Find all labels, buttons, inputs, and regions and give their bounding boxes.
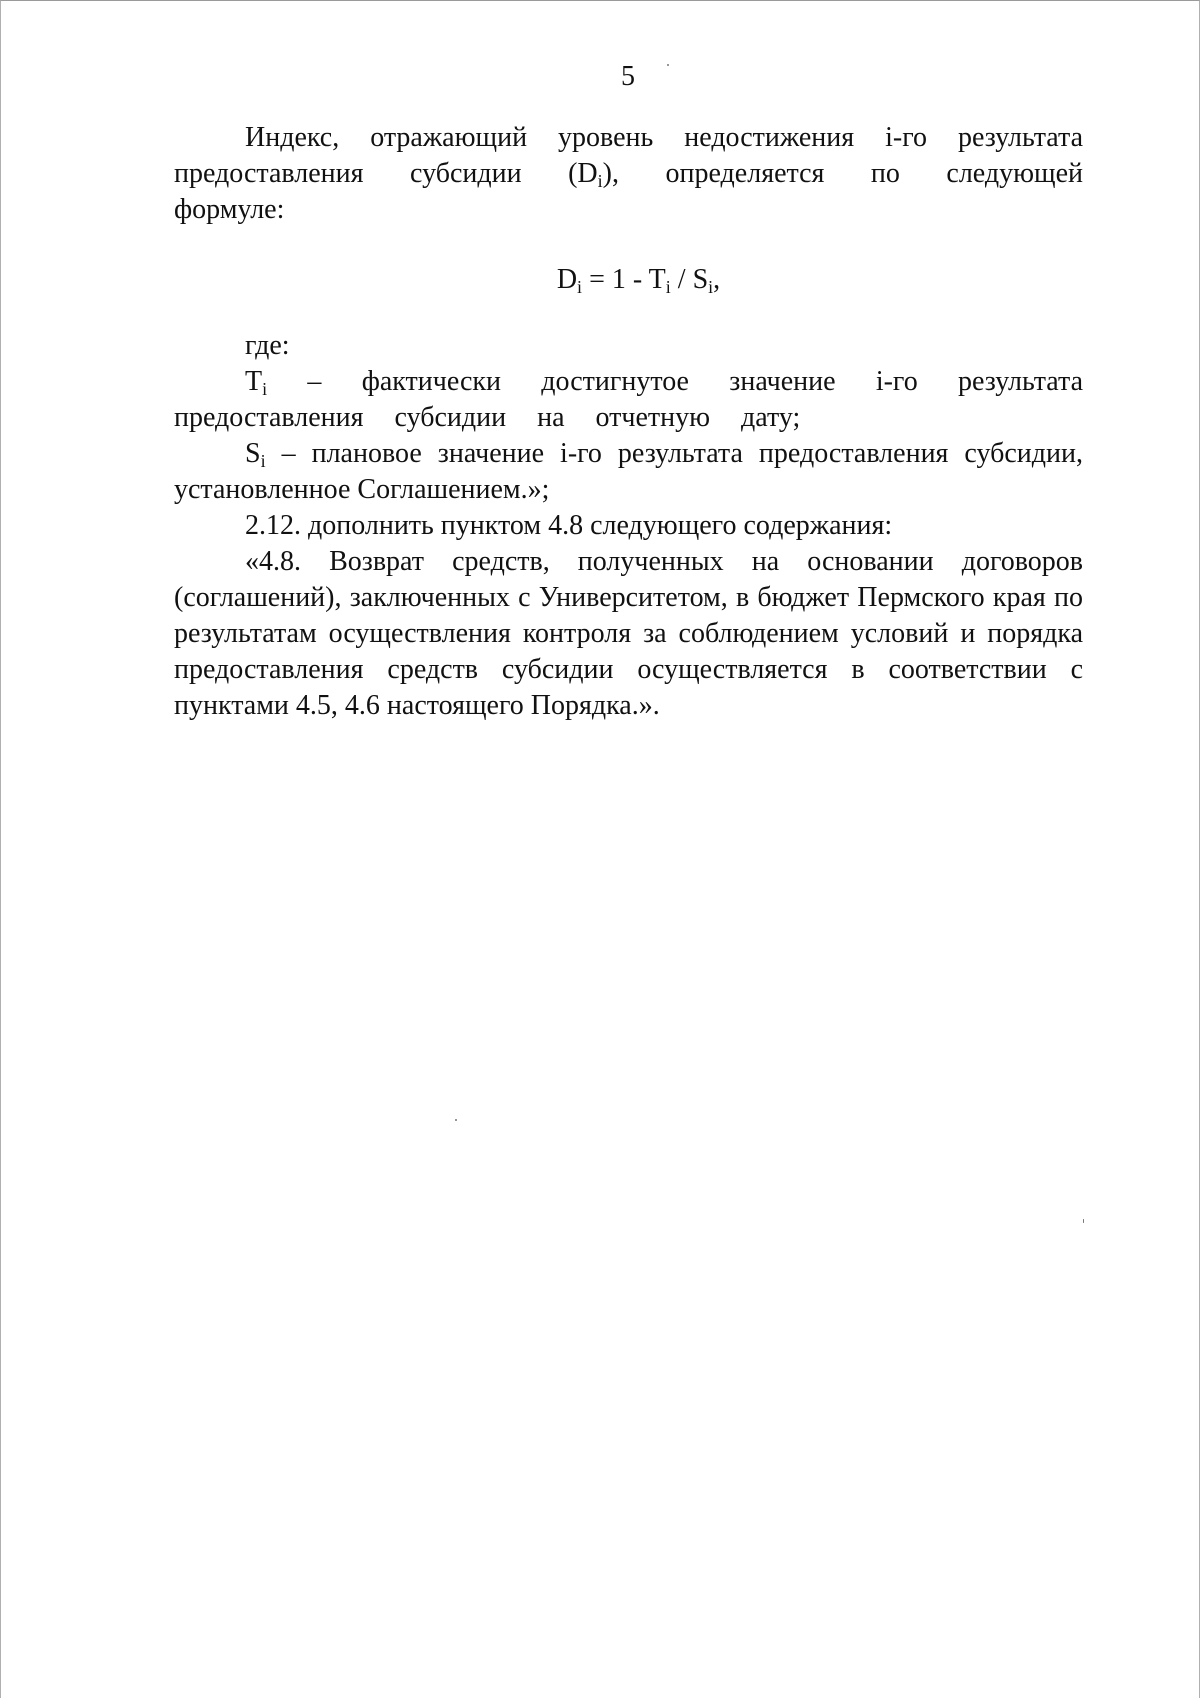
page-number: 5 (621, 61, 635, 92)
formula-t-sub: i (665, 277, 671, 297)
s-definition-text: – плановое значение i-го результата предоставления субсидии, установленное Соглашением.»; (174, 438, 1083, 505)
formula-slash: / S (670, 264, 709, 295)
paragraph-t-definition (174, 364, 1083, 436)
formula (174, 262, 1083, 298)
paragraph-where: где: (245, 330, 290, 361)
scan-speck (455, 1119, 457, 1121)
document-body (174, 120, 1083, 724)
paragraph-2-12: 2.12. дополнить пунктом 4.8 следующего содержания: (245, 510, 893, 541)
formula-s-sub: i (708, 277, 714, 297)
t-subscript: i (262, 379, 268, 399)
index-text-before: Индекс, отражающий уровень недостижения i-го результата предоставления субсидии (D (174, 122, 1083, 189)
formula-end: , (713, 264, 721, 295)
t-definition-text: – фактически достигнутое значение i-го результата предоставления субсидии на отчетную дату; (174, 366, 1083, 433)
index-subscript: i (597, 171, 603, 191)
t-symbol: T (245, 366, 263, 397)
paragraph-4-8: «4.8. Возврат средств, полученных на основании договоров (соглашений), заключенных с Университетом, в бюджет Пермского края по результатам осуществления контроля за соблюдением условий и порядка предоставления средств субсидии осуществляется в соответствии с пунктами 4.5, 4.6 настоящего Порядка.». (174, 546, 1083, 721)
scan-speck (667, 64, 669, 66)
s-subscript: i (260, 451, 266, 471)
formula-d: D (556, 264, 578, 295)
index-text-after: ), определяется по следующей формуле: (174, 158, 1083, 225)
scan-speck (1083, 1219, 1084, 1223)
s-symbol: S (245, 438, 261, 469)
formula-mid: = 1 - T (582, 264, 666, 295)
paragraph-s-definition (174, 436, 1083, 508)
paragraph-index-definition (174, 120, 1083, 228)
formula-d-sub: i (577, 277, 583, 297)
